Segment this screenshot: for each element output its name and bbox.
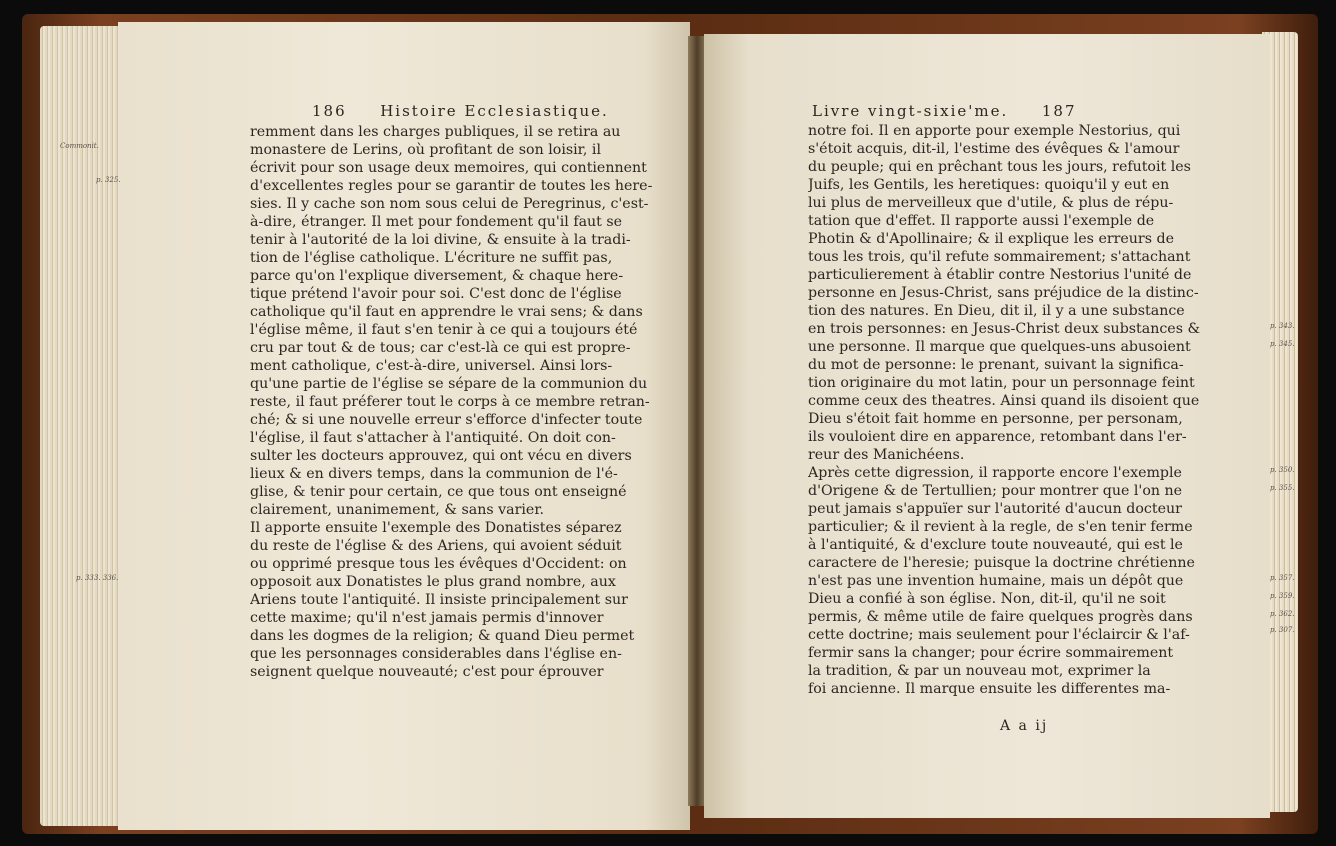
text-line: du mot de personne: le prenant, suivant la significa- <box>808 357 1184 373</box>
margin-note: p. 359. <box>1270 592 1295 600</box>
right-page <box>704 34 1270 818</box>
text-line: caractere de l'heresie; puisque la doctrine chrétienne <box>808 555 1195 571</box>
signature-mark: A a ij <box>1000 718 1049 734</box>
text-line: cette maxime; qu'il n'est jamais permis d'innover <box>250 610 604 626</box>
text-line: remment dans les charges publiques, il se retira au <box>250 124 621 140</box>
right-running-head: Livre vingt-sixie'me. <box>812 102 1009 120</box>
text-line: écrivit pour son usage deux memoires, qui contiennent <box>250 160 647 176</box>
text-line: à-dire, étranger. Il met pour fondement qu'il faut se <box>250 214 623 230</box>
left-page-header <box>312 102 609 120</box>
left-page <box>118 22 690 830</box>
text-line: en trois personnes: en Jesus-Christ deux substances & <box>808 321 1201 337</box>
text-line: l'église même, il faut s'en tenir à ce qui a toujours été <box>250 322 638 338</box>
text-line: clairement, unanimement, & sans varier. <box>250 502 545 518</box>
text-line: peut jamais s'appuïer sur l'autorité d'aucun docteur <box>808 501 1182 517</box>
margin-note: p. 355. <box>1270 484 1295 492</box>
text-line: tenir à l'autorité de la loi divine, & ensuite à la tradi- <box>250 232 631 248</box>
right-page-text <box>808 122 1248 698</box>
margin-note: Commonit. <box>60 142 99 150</box>
text-line: que les personnages considerables dans l'église en- <box>250 646 622 662</box>
margin-note: p. 357. <box>1270 574 1295 582</box>
text-line: permis, & même utile de faire quelques progrès dans <box>808 609 1193 625</box>
text-line: parce qu'on l'explique diversement, & chaque here- <box>250 268 624 284</box>
text-line: lui plus de merveilleux que d'utile, & plus de répu- <box>808 195 1174 211</box>
text-line: dans les dogmes de la religion; & quand Dieu permet <box>250 628 635 644</box>
margin-note: p. 325. <box>96 176 121 184</box>
text-line: du peuple; qui en prêchant tous les jours, refutoit les <box>808 159 1191 175</box>
left-page-number: 186 <box>312 102 347 120</box>
text-line: lieux & en divers temps, dans la communion de l'é- <box>250 466 618 482</box>
text-line: Il apporte ensuite l'exemple des Donatistes séparez <box>250 520 622 536</box>
text-line: ils vouloient dire en apparence, retombant dans l'er- <box>808 429 1187 445</box>
text-line: Dieu a confié à son église. Non, dit-il, qu'il ne soit <box>808 591 1166 607</box>
margin-note: p. 307. <box>1270 626 1295 634</box>
left-running-head: Histoire Ecclesiastique. <box>380 102 609 120</box>
text-line: seignent quelque nouveauté; c'est pour éprouver <box>250 664 604 680</box>
text-line: cru par tout & de tous; car c'est-là ce qui est propre- <box>250 340 631 356</box>
text-line: tion des natures. En Dieu, dit il, il y a une substance <box>808 303 1185 319</box>
text-line: foi ancienne. Il marque ensuite les differentes ma- <box>808 681 1171 697</box>
margin-note: p. 362. <box>1270 610 1295 618</box>
text-line: tion de l'église catholique. L'écriture ne suffit pas, <box>250 250 613 266</box>
margin-note: p. 343. <box>1270 322 1295 330</box>
text-line: qu'une partie de l'église se sépare de la communion du <box>250 376 648 392</box>
left-page-text <box>250 123 688 681</box>
text-line: l'église, il faut s'attacher à l'antiquité. On doit con- <box>250 430 616 446</box>
text-line: reur des Manichéens. <box>808 447 965 463</box>
text-line: Photin & d'Apollinaire; & il explique les erreurs de <box>808 231 1174 247</box>
text-line: ment catholique, c'est-à-dire, universel. Ainsi lors- <box>250 358 613 374</box>
margin-note: p. 333. 336. <box>76 574 119 582</box>
text-line: cette doctrine; mais seulement pour l'éclaircir & l'af- <box>808 627 1190 643</box>
text-line: la tradition, & par un nouveau mot, exprimer la <box>808 663 1151 679</box>
text-line: fermir sans la changer; pour écrire sommairement <box>808 645 1174 661</box>
text-line: catholique qu'il faut en apprendre le vrai sens; & dans <box>250 304 643 320</box>
text-line: monastere de Lerins, où profitant de son loisir, il <box>250 142 601 158</box>
text-line: d'excellentes regles pour se garantir de toutes les here- <box>250 178 653 194</box>
text-line: Juifs, les Gentils, les heretiques: quoiqu'il y eut en <box>808 177 1170 193</box>
text-line: tous les trois, qu'il refute sommairement; s'attachant <box>808 249 1191 265</box>
text-line: n'est pas une invention humaine, mais un dépôt que <box>808 573 1184 589</box>
text-line: particulierement à établir contre Nestorius l'unité de <box>808 267 1192 283</box>
text-line: ou opprimé presque tous les évêques d'Occident: on <box>250 556 627 572</box>
text-line: tion originaire du mot latin, pour un personnage feint <box>808 375 1195 391</box>
right-page-number: 187 <box>1041 102 1077 120</box>
margin-note: p. 345. <box>1270 340 1295 348</box>
text-line: reste, il faut préferer tout le corps à ce membre retran- <box>250 394 650 410</box>
text-line: d'Origene & de Tertullien; pour montrer que l'on ne <box>808 483 1183 499</box>
text-line: Ariens toute l'antiquité. Il insiste principalement sur <box>250 592 628 608</box>
text-line: tation que d'effet. Il rapporte aussi l'exemple de <box>808 213 1155 229</box>
text-line: s'étoit acquis, dit-il, l'estime des évêques & l'amour <box>808 141 1180 157</box>
text-line: opposoit aux Donatistes le plus grand nombre, aux <box>250 574 616 590</box>
text-line: une personne. Il marque que quelques-uns abusoient <box>808 339 1191 355</box>
text-line: notre foi. Il en apporte pour exemple Nestorius, qui <box>808 123 1181 139</box>
text-line: sies. Il y cache son nom sous celui de Peregrinus, c'est- <box>250 196 649 212</box>
text-line: à l'antiquité, & d'exclure toute nouveauté, qui est le <box>808 537 1183 553</box>
text-line: Dieu s'étoit fait homme en personne, per personam, <box>808 411 1183 427</box>
text-line: personne en Jesus-Christ, sans préjudice de la distinc- <box>808 285 1199 301</box>
text-line: Après cette digression, il rapporte encore l'exemple <box>808 465 1182 481</box>
text-line: tique prétend l'avoir pour soi. C'est donc de l'église <box>250 286 622 302</box>
text-line: sulter les docteurs approuvez, qui ont vécu en divers <box>250 448 632 464</box>
text-line: comme ceux des theatres. Ainsi quand ils disoient que <box>808 393 1200 409</box>
text-line: particulier; & il revient à la regle, de s'en tenir ferme <box>808 519 1193 535</box>
text-line: du reste de l'église & des Ariens, qui avoient séduit <box>250 538 622 554</box>
text-line: glise, & tenir pour certain, ce que tous ont enseigné <box>250 484 627 500</box>
margin-note: p. 350. <box>1270 466 1295 474</box>
right-page-header <box>812 102 1077 120</box>
text-line: ché; & si une nouvelle erreur s'efforce d'infecter toute <box>250 412 643 428</box>
